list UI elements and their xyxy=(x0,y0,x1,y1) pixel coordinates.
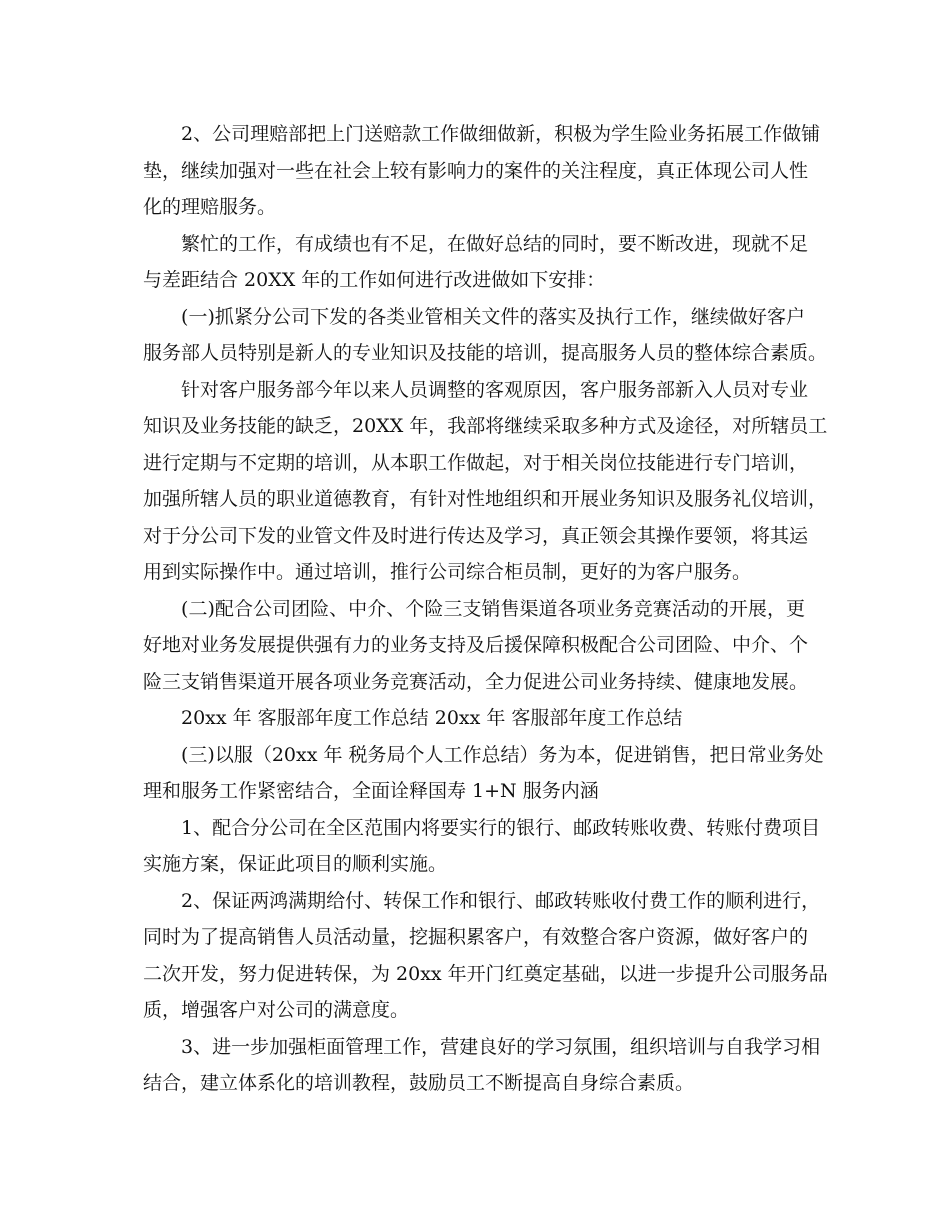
paragraph xyxy=(143,883,828,1029)
paragraph-line: 知识及业务技能的缺乏，20XX 年，我部将继续采取多种方式及途径，对所辖员工 xyxy=(143,415,828,437)
paragraph-line: 繁忙的工作，有成绩也有不足，在做好总结的同时，要不断改进，现就不足 xyxy=(181,232,809,255)
paragraph-line: 针对客户服务部今年以来人员调整的客观原因，客户服务部新入人员对专业 xyxy=(181,378,809,401)
paragraph xyxy=(143,737,824,810)
paragraph-line: 理和服务工作紧密结合，全面诠释国寿 1+N 服务内涵 xyxy=(143,780,599,802)
paragraph xyxy=(143,226,809,299)
paragraph-line: 二次开发，努力促进转保，为 20xx 年开门红奠定基础，以进一步提升公司服务品 xyxy=(143,962,828,985)
paragraph-line: 进行定期与不定期的培训，从本职工作做起，对于相关岗位技能进行专门培训， xyxy=(143,451,809,474)
paragraph xyxy=(143,591,809,701)
paragraph xyxy=(143,299,828,372)
paragraph-line: 对于分公司下发的业管文件及时进行传达及学习，真正领会其操作要领，将其运 xyxy=(143,524,809,547)
paragraph xyxy=(143,1029,821,1102)
paragraph-line: 服务部人员特别是新人的专业知识及技能的培训，提高服务人员的整体综合素质。 xyxy=(143,342,828,364)
paragraph-line: 2、公司理赔部把上门送赔款工作做细做新，积极为学生险业务拓展工作做铺 xyxy=(181,123,821,145)
paragraph-line: 好地对业务发展提供强有力的业务支持及后援保障积极配合公司团险、中介、个 xyxy=(143,634,809,656)
paragraph-line: 3、进一步加强柜面管理工作，营建良好的学习氛围，组织培训与自我学习相 xyxy=(181,1035,821,1058)
paragraph-line: 20xx 年 客服部年度工作总结 20xx 年 客服部年度工作总结 xyxy=(181,707,683,729)
document-body xyxy=(143,116,828,1102)
paragraph-line: 质，增强客户对公司的满意度。 xyxy=(143,999,410,1021)
paragraph-line: 1、配合分公司在全区范围内将要实行的银行、邮政转账收费、转账付费项目 xyxy=(181,816,821,839)
paragraph xyxy=(143,372,828,591)
paragraph-line: 垫，继续加强对一些在社会上较有影响力的案件的关注程度，真正体现公司人性 xyxy=(143,159,809,182)
paragraph xyxy=(143,810,821,883)
paragraph-line: (三)以服（20xx 年 税务局个人工作总结）务为本，促进销售，把日常业务处 xyxy=(181,743,824,766)
paragraph-line: 险三支销售渠道开展各项业务竞赛活动，全力促进公司业务持续、健康地发展。 xyxy=(143,670,809,693)
paragraph-line: (一)抓紧分公司下发的各类业管相关文件的落实及执行工作，继续做好客户 xyxy=(181,305,805,328)
paragraph xyxy=(143,700,805,737)
paragraph-line: 用到实际操作中。通过培训，推行公司综合柜员制，更好的为客户服务。 xyxy=(143,561,752,583)
paragraph-line: 结合，建立体系化的培训教程，鼓励员工不断提高自身综合素质。 xyxy=(143,1072,695,1094)
paragraph-line: 加强所辖人员的职业道德教育，有针对性地组织和开展业务知识及服务礼仪培训， xyxy=(143,488,828,510)
paragraph-line: (二)配合公司团险、中介、个险三支销售渠道各项业务竞赛活动的开展，更 xyxy=(181,597,805,620)
paragraph-line: 与差距结合 20XX 年的工作如何进行改进做如下安排： xyxy=(143,269,606,291)
paragraph-line: 2、保证两鸿满期给付、转保工作和银行、邮政转账收付费工作的顺利进行， xyxy=(181,889,821,912)
paragraph-line: 同时为了提高销售人员活动量，挖掘积累客户，有效整合客户资源，做好客户的 xyxy=(143,926,809,948)
paragraph xyxy=(143,116,821,226)
paragraph-line: 化的理赔服务。 xyxy=(143,196,277,218)
paragraph-line: 实施方案，保证此项目的顺利实施。 xyxy=(143,853,448,875)
